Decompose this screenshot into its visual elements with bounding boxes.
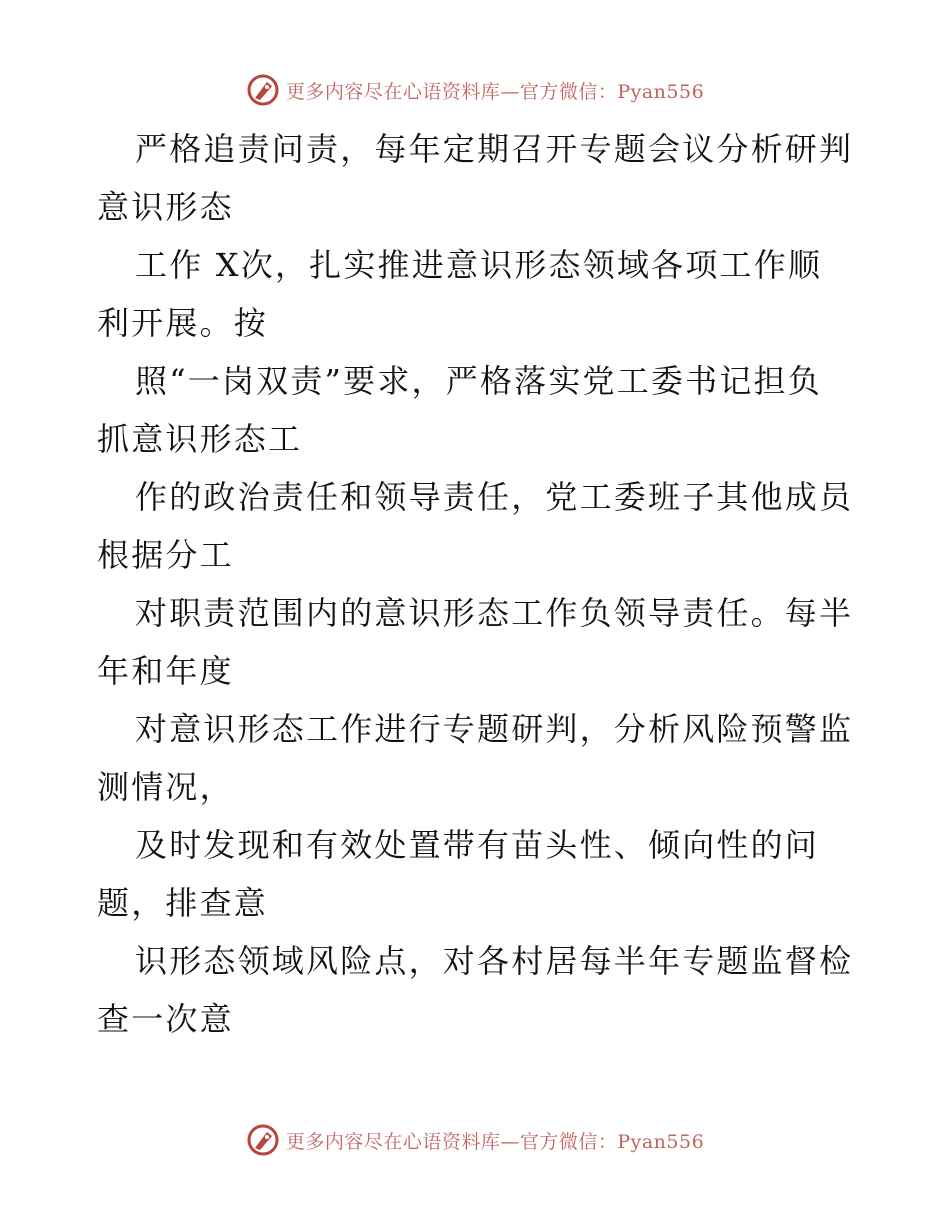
text-line: 严格追责问责，每年定期召开专题会议分析研判 [135,130,854,168]
text-line: 抓意识形态工 [97,420,303,458]
text-line: 年和年度 [97,652,234,690]
text-line: 作的政治责任和领导责任，党工委班子其他成员 [135,478,854,516]
text-line: 查一次意 [97,1000,234,1038]
banner-text: 更多内容尽在心语资料库—官方微信：Pyan556 [285,1130,705,1153]
text-line: 利开展。按 [97,304,269,342]
text-line: 及时发现和有效处置带有苗头性、倾向性的问 [135,826,820,864]
text-line: 测情况， [97,768,234,806]
text-line: 题，排查意 [97,884,269,922]
header-banner [0,70,950,110]
text-line: 对意识形态工作进行专题研判，分析风险预警监 [135,710,854,748]
pen-nib-circle-icon [246,1123,280,1157]
text-line: 工作 X次，扎实推进意识形态领域各项工作顺 [135,246,823,284]
footer-banner [0,1120,950,1160]
document-body [97,120,857,1048]
text-line: 识形态领域风险点，对各村居每半年专题监督检 [135,942,854,980]
text-line: 照“一岗双责”要求，严格落实党工委书记担负 [135,362,822,400]
banner-text: 更多内容尽在心语资料库—官方微信：Pyan556 [285,80,705,103]
text-line: 意识形态 [97,188,234,226]
text-line: 根据分工 [97,536,234,574]
text-line: 对职责范围内的意识形态工作负领导责任。每半 [135,594,854,632]
pen-nib-circle-icon [246,73,280,107]
